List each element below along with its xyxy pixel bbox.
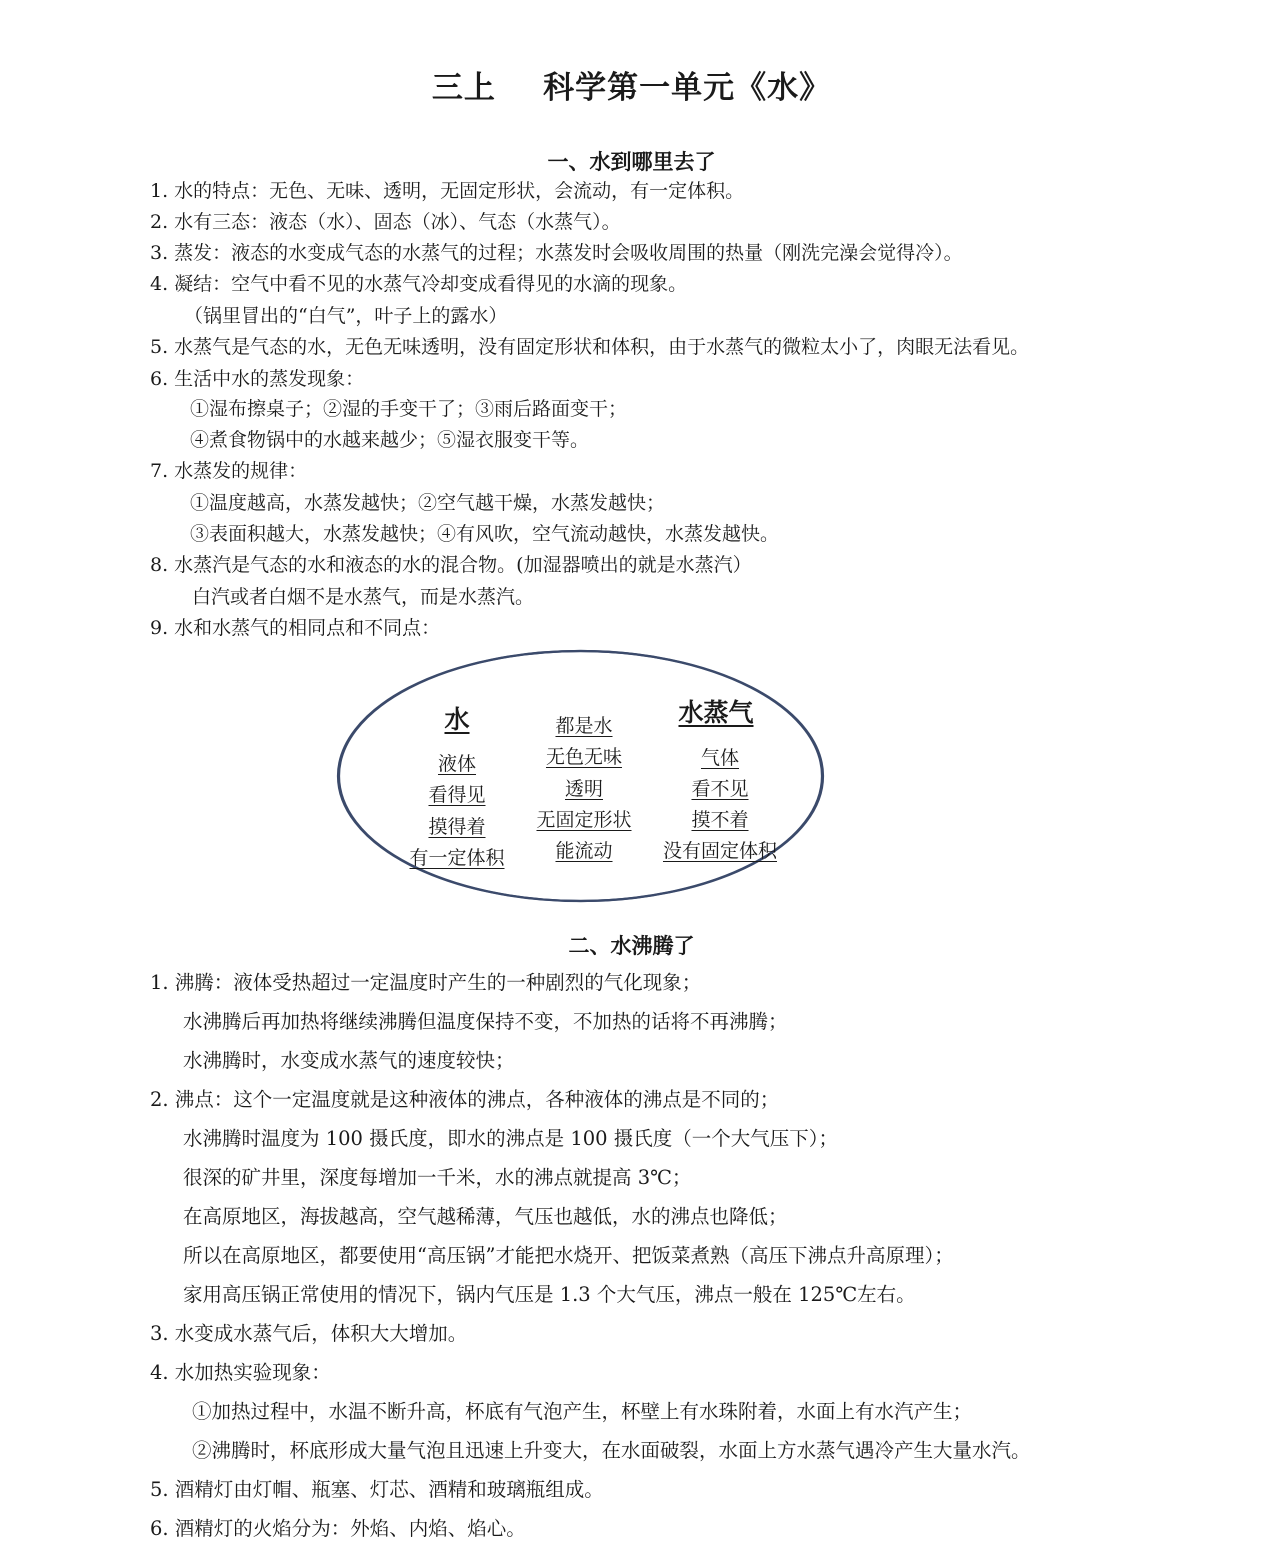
section2-heading: 二、水沸腾了 (568, 934, 695, 958)
s1-line-9: ④煮食物锅中的水越来越少；⑤湿衣服变干等。 (190, 429, 590, 451)
s2-line-8: 所以在高原地区，都要使用“高压锅”才能把水烧开、把饭菜煮熟（高压下沸点升高原理）； (183, 1244, 954, 1267)
venn-middle-item-1: 都是水 (555, 715, 613, 737)
s1-line-15: 9. 水和水蒸气的相同点和不同点： (150, 617, 441, 639)
venn-middle-item-2: 无色无味 (545, 746, 623, 768)
venn-right-title: 水蒸气 (678, 698, 754, 727)
s2-line-3: 水沸腾时，水变成水蒸气的速度较快； (183, 1049, 515, 1072)
venn-right-item-1: 气体 (700, 747, 740, 769)
s1-line-8: ①湿布擦桌子；②湿的手变干了；③雨后路面变干； (190, 398, 628, 420)
s1-line-4: 4. 凝结：空气中看不见的水蒸气冷却变成看得见的水滴的现象。 (150, 273, 688, 295)
s2-line-6: 很深的矿井里，深度每增加一千米，水的沸点就提高 3℃； (183, 1166, 692, 1189)
s1-line-10: 7. 水蒸发的规律： (150, 460, 308, 482)
s1-line-6: 5. 水蒸气是气态的水，无色无味透明，没有固定形状和体积，由于水蒸气的微粒太小了，肉眼无法看见。 (150, 336, 1030, 358)
s2-line-5: 水沸腾时温度为 100 摄氏度，即水的沸点是 100 摄氏度（一个大气压下）； (183, 1127, 838, 1150)
s2-line-13: ②沸腾时，杯底形成大量气泡且迅速上升变大，在水面破裂，水面上方水蒸气遇冷产生大量水汽。 (192, 1439, 1031, 1462)
venn-middle-item-3: 透明 (564, 778, 604, 800)
venn-diagram (330, 645, 835, 907)
s1-line-3: 3. 蒸发：液态的水变成气态的水蒸气的过程；水蒸发时会吸收周围的热量（刚洗完澡会觉得冷）。 (150, 242, 963, 264)
s1-line-1: 1. 水的特点：无色、无味、透明，无固定形状，会流动，有一定体积。 (150, 180, 745, 202)
s1-line-11: ①温度越高，水蒸发越快；②空气越干燥，水蒸发越快； (190, 492, 666, 514)
venn-left-title: 水 (444, 705, 470, 734)
s2-line-14: 5. 酒精灯由灯帽、瓶塞、灯芯、酒精和玻璃瓶组成。 (150, 1478, 604, 1501)
venn-right-item-4: 没有固定体积 (662, 840, 778, 862)
venn-middle-item-5: 能流动 (555, 840, 613, 862)
venn-left-item-4: 有一定体积 (409, 847, 505, 869)
venn-left-item-2: 看得见 (428, 784, 486, 806)
venn-right-item-3: 摸不着 (691, 809, 749, 831)
s2-line-12: ①加热过程中，水温不断升高，杯底有气泡产生，杯壁上有水珠附着，水面上有水汽产生； (192, 1400, 973, 1423)
s2-line-2: 水沸腾后再加热将继续沸腾但温度保持不变，不加热的话将不再沸腾； (183, 1010, 788, 1033)
s1-line-12: ③表面积越大，水蒸发越快；④有风吹，空气流动越快，水蒸发越快。 (190, 523, 780, 545)
s1-line-2: 2. 水有三态：液态（水）、固态（冰）、气态（水蒸气）。 (150, 211, 621, 233)
venn-left-item-1: 液体 (437, 753, 477, 775)
s1-line-13: 8. 水蒸汽是气态的水和液态的水的混合物。(加湿器喷出的就是水蒸汽） (150, 554, 752, 576)
s2-line-10: 3. 水变成水蒸气后，体积大大增加。 (150, 1322, 468, 1345)
s1-line-5: （锅里冒出的“白气”，叶子上的露水） (184, 305, 508, 327)
venn-right-item-2: 看不见 (691, 778, 749, 800)
s1-line-14: 白汽或者白烟不是水蒸气，而是水蒸汽。 (192, 586, 535, 608)
venn-middle-item-4: 无固定形状 (536, 809, 632, 831)
s2-line-1: 1. 沸腾：液体受热超过一定温度时产生的一种剧烈的气化现象； (150, 971, 702, 994)
s2-line-7: 在高原地区，海拔越高，空气越稀薄，气压也越低，水的沸点也降低； (183, 1205, 788, 1228)
s2-line-9: 家用高压锅正常使用的情况下，锅内气压是 1.3 个大气压，沸点一般在 125℃左右。 (183, 1283, 916, 1306)
venn-left-item-3: 摸得着 (428, 816, 486, 838)
section1-heading: 一、水到哪里去了 (547, 150, 716, 174)
s2-line-11: 4. 水加热实验现象： (150, 1361, 331, 1384)
s2-line-15: 6. 酒精灯的火焰分为：外焰、内焰、焰心。 (150, 1517, 526, 1540)
page-title: 三上 科学第一单元《水》 (431, 70, 832, 106)
s1-line-7: 6. 生活中水的蒸发现象： (150, 368, 365, 390)
s2-line-4: 2. 沸点：这个一定温度就是这种液体的沸点，各种液体的沸点是不同的； (150, 1088, 780, 1111)
